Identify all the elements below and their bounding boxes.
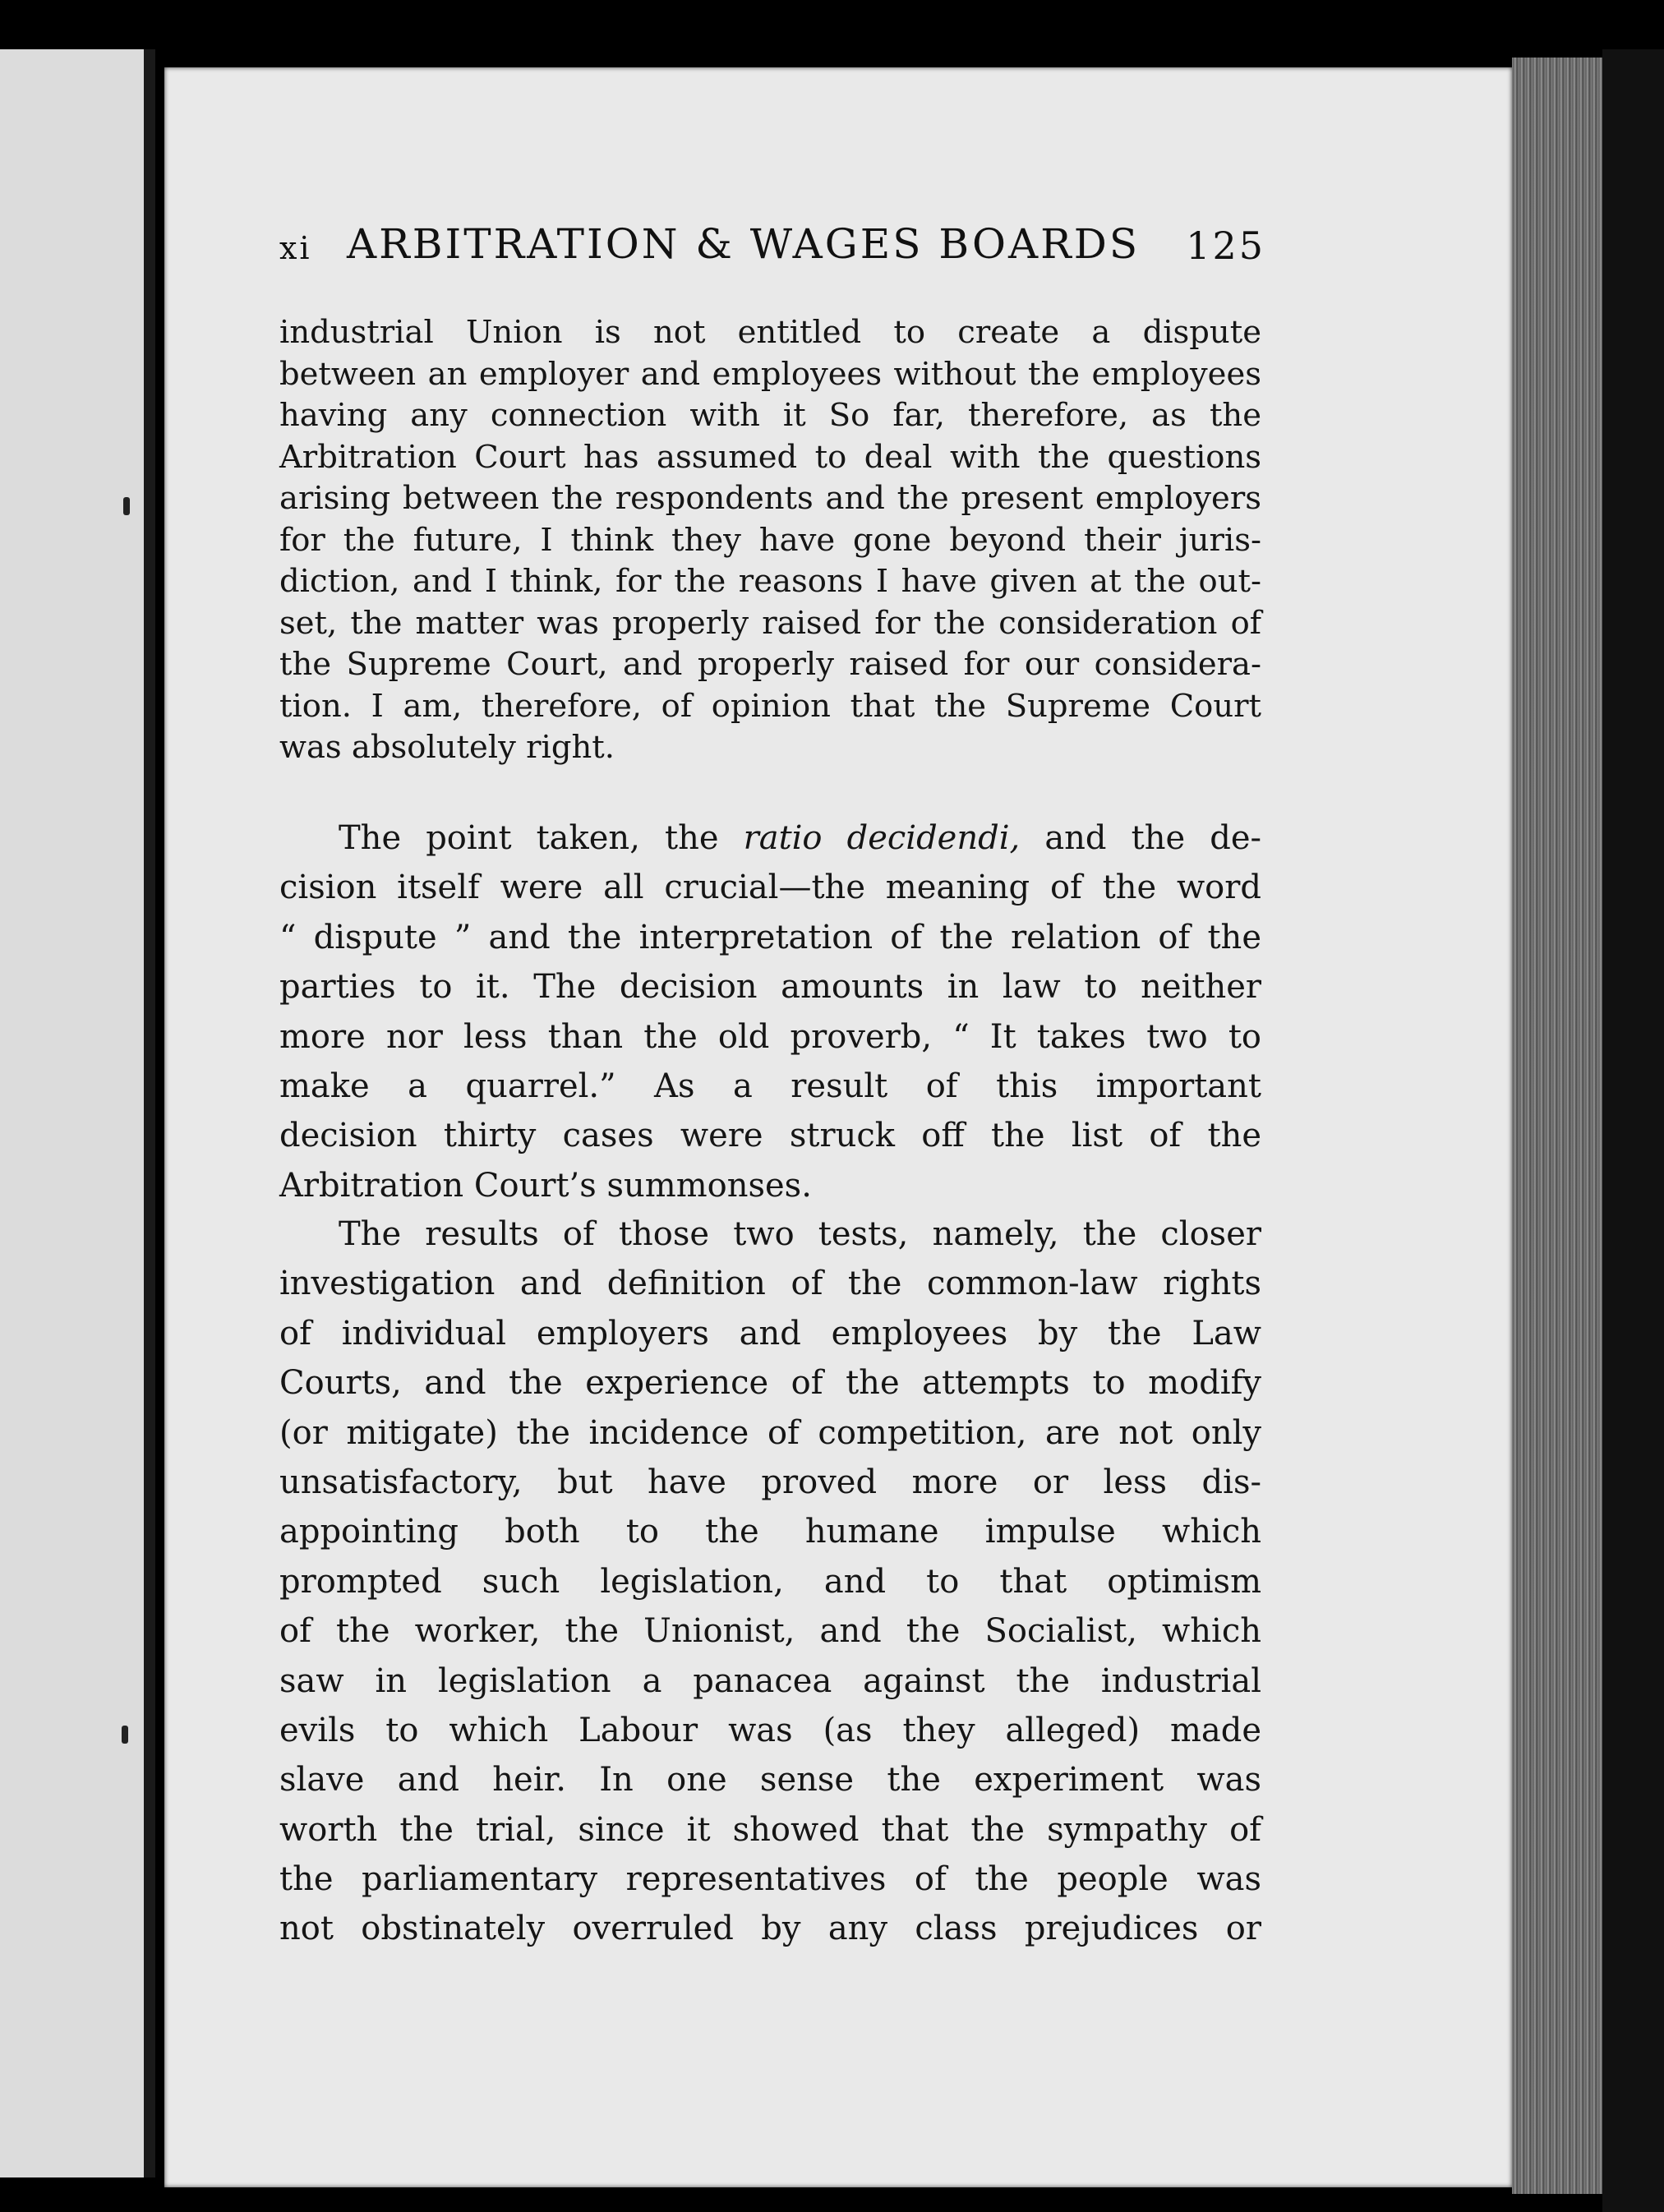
text-line: for the future, I think they have gone beyond their juris- (279, 521, 1261, 559)
text-line: the parliamentary representatives of the people was (279, 1860, 1261, 1899)
text-line: appointing both to the humane impulse which (279, 1513, 1261, 1551)
text-line: Arbitration Court’s summonses. (279, 1166, 812, 1205)
paragraph-ratio-decidendi (279, 813, 1261, 1210)
text-line: Arbitration Court has assumed to deal with the questions (279, 438, 1261, 476)
chapter-number: xi (279, 230, 312, 266)
text-line: prompted such legislation, and to that optimism (279, 1562, 1261, 1601)
text-line: Courts, and the experience of the attempts to modify (279, 1364, 1261, 1403)
text-line: The results of those two tests, namely, the closer (339, 1215, 1261, 1253)
text-line: “ dispute ” and the interpretation of the relation of the (279, 918, 1261, 956)
text-line: arising between the respondents and the present employers (279, 480, 1261, 517)
running-title: ARBITRATION & WAGES BOARDS (347, 220, 1141, 268)
page-number: 125 (1186, 224, 1265, 268)
text-line: having any connection with it So far, therefore, as the (279, 397, 1261, 434)
facing-page-edge (0, 49, 155, 2177)
text-line: industrial Union is not entitled to create a dispute (279, 314, 1261, 351)
text-line: (or mitigate) the incidence of competition, are not only (279, 1413, 1261, 1452)
text-line: make a quarrel.” As a result of this important (279, 1067, 1261, 1105)
text-run: and the de- (1020, 819, 1262, 857)
text-line: tion. I am, therefore, of opinion that the Supreme Court (279, 687, 1261, 725)
text-line: saw in legislation a panacea against the industrial (279, 1661, 1261, 1700)
page-stack-edge (1512, 58, 1602, 2194)
text-line: not obstinately overruled by any class prejudices or (279, 1910, 1261, 1948)
text-line: cision itself were all crucial—the meaning of the word (279, 869, 1261, 907)
paragraph-results (279, 1210, 1261, 1954)
text-line (279, 813, 1261, 863)
text-line: diction, and I think, for the reasons I have given at the out- (279, 563, 1261, 600)
scan-border (1602, 49, 1664, 2212)
text-line: investigation and definition of the common-law rights (279, 1265, 1261, 1303)
text-line: decision thirty cases were struck off the list of the (279, 1117, 1261, 1155)
running-head (279, 220, 1265, 278)
ink-speck (122, 1726, 128, 1744)
text-line: of the worker, the Unionist, and the Socialist, which (279, 1612, 1261, 1651)
text-line: parties to it. The decision amounts in law to neither (279, 968, 1261, 1007)
text-line: more nor less than the old proverb, “ It takes two to (279, 1017, 1261, 1056)
text-run: The point taken, the (339, 819, 744, 857)
text-line: the Supreme Court, and properly raised for our considera- (279, 646, 1261, 683)
ink-speck (123, 497, 130, 515)
italic-phrase: ratio decidendi, (743, 819, 1021, 857)
text-line: unsatisfactory, but have proved more or less dis- (279, 1463, 1261, 1501)
text-line: between an employer and employees without the employees (279, 355, 1261, 393)
text-line: was absolutely right. (279, 729, 615, 766)
text-line: set, the matter was properly raised for the consideration of (279, 604, 1261, 642)
text-line: worth the trial, since it showed that the sympathy of (279, 1810, 1261, 1849)
text-line: of individual employers and employees by the Law (279, 1314, 1261, 1353)
paragraph-continued (279, 312, 1261, 769)
text-line: slave and heir. In one sense the experiment was (279, 1761, 1261, 1800)
text-line: evils to which Labour was (as they alleged) made (279, 1711, 1261, 1749)
